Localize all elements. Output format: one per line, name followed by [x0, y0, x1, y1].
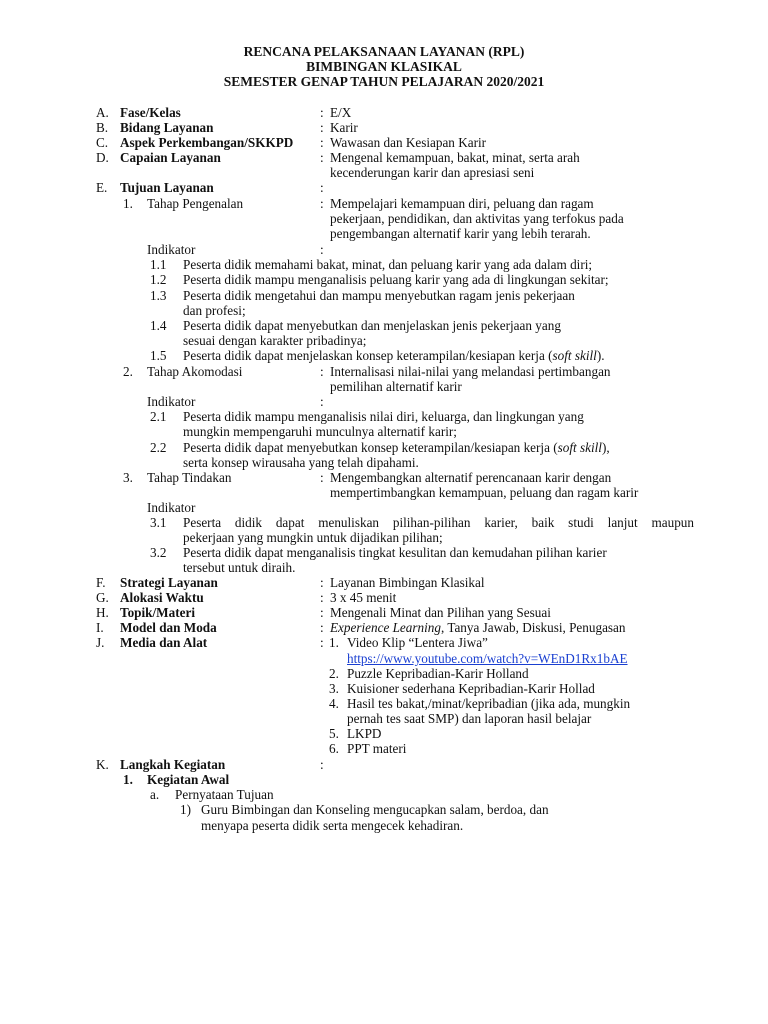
- colon: :: [320, 242, 324, 257]
- media-number: 6.: [329, 741, 339, 756]
- media-text: Kuisioner sederhana Kepribadian-Karir Hollad: [347, 681, 595, 696]
- section-label-media-alat: Media dan Alat: [120, 635, 208, 650]
- indicator-text: Peserta didik mampu menganalisis nilai diri, keluarga, dan lingkungan yang: [183, 409, 584, 424]
- value-topik-materi: Mengenali Minat dan Pilihan yang Sesuai: [330, 605, 551, 620]
- indicator-text: Peserta didik mengetahui dan mampu menyebutkan ragam jenis pekerjaan: [183, 288, 575, 303]
- indikator-label: Indikator: [147, 242, 196, 257]
- doc-title-line-2: BIMBINGAN KLASIKAL: [306, 59, 462, 74]
- section-letter-e: E.: [96, 180, 108, 195]
- tahap-number: 3.: [123, 470, 133, 485]
- indicator-text: Peserta didik dapat menyebutkan konsep keterampilan/kesiapan kerja (soft skill),: [183, 440, 610, 455]
- section-label-tujuan-layanan: Tujuan Layanan: [120, 180, 214, 195]
- indicator-text: pekerjaan yang mungkin untuk dijadikan pilihan;: [183, 530, 443, 545]
- pernyataan-tujuan-label: Pernyataan Tujuan: [175, 787, 274, 802]
- soft-skill-term: soft skill: [557, 440, 602, 455]
- section-letter-d: D.: [96, 150, 109, 165]
- section-label-capaian-layanan: Capaian Layanan: [120, 150, 221, 165]
- doc-title-line-3: SEMESTER GENAP TAHUN PELAJARAN 2020/2021: [223, 74, 545, 89]
- section-label-strategi-layanan: Strategi Layanan: [120, 575, 218, 590]
- section-label-aspek-perkembangan: Aspek Perkembangan/SKKPD: [120, 135, 294, 150]
- tahap-name: Tahap Pengenalan: [147, 196, 244, 211]
- tahap-desc-line: pekerjaan, pendidikan, dan aktivitas yang terfokus pada: [330, 211, 624, 226]
- section-letter-f: F.: [96, 575, 106, 590]
- colon: :: [320, 394, 324, 409]
- section-letter-i: I.: [96, 620, 104, 635]
- colon: :: [320, 605, 324, 620]
- indicator-text: Peserta didik dapat menyebutkan dan menjelaskan jenis pekerjaan yang: [183, 318, 561, 333]
- indicator-number: 3.1: [150, 515, 167, 530]
- media-number: 2.: [329, 666, 339, 681]
- indicator-text: dan profesi;: [183, 303, 246, 318]
- colon: :: [320, 757, 324, 772]
- youtube-link[interactable]: https://www.youtube.com/watch?v=WEnD1Rx1bAE: [347, 651, 628, 666]
- section-label-topik-materi: Topik/Materi: [120, 605, 195, 620]
- tahap-desc-line: Internalisasi nilai-nilai yang melandasi pertimbangan: [330, 364, 611, 379]
- colon: :: [320, 364, 324, 379]
- indicator-number: 1.2: [150, 272, 167, 287]
- media-text: Video Klip “Lentera Jiwa”: [347, 635, 488, 650]
- section-letter-a: A.: [96, 105, 109, 120]
- value-capaian-line-1: Mengenal kemampuan, bakat, minat, serta arah: [330, 150, 580, 165]
- media-number: 3.: [329, 681, 339, 696]
- tahap-desc-line: mempertimbangkan kemampuan, peluang dan ragam karir: [330, 485, 639, 500]
- value-capaian-line-2: kecenderungan karir dan apresiasi seni: [330, 165, 535, 180]
- colon: :: [320, 470, 324, 485]
- colon: :: [320, 135, 324, 150]
- colon: :: [320, 575, 324, 590]
- tahap-desc-line: Mempelajari kemampuan diri, peluang dan ragam: [330, 196, 594, 211]
- section-letter-g: G.: [96, 590, 109, 605]
- tahap-name: Tahap Tindakan: [147, 470, 232, 485]
- indicator-number: 2.1: [150, 409, 167, 424]
- media-text: pernah tes saat SMP) dan laporan hasil belajar: [347, 711, 592, 726]
- indicator-text: Peserta didik memahami bakat, minat, dan peluang karir yang ada dalam diri;: [183, 257, 593, 272]
- section-label-model-moda: Model dan Moda: [120, 620, 217, 635]
- indicator-text: mungkin mempengaruhi munculnya alternatif karir;: [183, 424, 457, 439]
- doc-title-line-1: RENCANA PELAKSANAAN LAYANAN (RPL): [243, 44, 525, 59]
- indicator-text: tersebut untuk diraih.: [183, 560, 296, 575]
- media-number: 4.: [329, 696, 339, 711]
- value-aspek-perkembangan: Wawasan dan Kesiapan Karir: [330, 135, 487, 150]
- indicator-number: 3.2: [150, 545, 167, 560]
- section-label-alokasi-waktu: Alokasi Waktu: [120, 590, 204, 605]
- kegiatan-number: 1.: [123, 772, 133, 787]
- indicator-number: 1.5: [150, 348, 167, 363]
- tahap-desc-line: Mengembangkan alternatif perencanaan karir dengan: [330, 470, 612, 485]
- soft-skill-term: soft skill: [552, 348, 597, 363]
- indicator-text: Peserta didik dapat menuliskan pilihan-pilihan karier, baik studi lanjut maupun: [183, 515, 694, 530]
- colon: :: [320, 105, 324, 120]
- indikator-label: Indikator: [147, 500, 196, 515]
- value-bidang-layanan: Karir: [330, 120, 358, 135]
- colon: :: [320, 180, 324, 195]
- tahap-number: 2.: [123, 364, 133, 379]
- colon: :: [320, 196, 324, 211]
- section-letter-c: C.: [96, 135, 109, 150]
- section-label-langkah-kegiatan: Langkah Kegiatan: [120, 757, 226, 772]
- section-letter-k: K.: [96, 757, 109, 772]
- media-text: LKPD: [347, 726, 382, 741]
- section-label-fase-kelas: Fase/Kelas: [120, 105, 181, 120]
- indicator-number: 2.2: [150, 440, 167, 455]
- value-alokasi-waktu: 3 x 45 menit: [330, 590, 397, 605]
- section-letter-j: J.: [96, 635, 105, 650]
- section-letter-h: H.: [96, 605, 109, 620]
- value-fase-kelas: E/X: [330, 105, 352, 120]
- indicator-number: 1.1: [150, 257, 167, 272]
- colon: :: [320, 635, 324, 650]
- sub-item-letter: a.: [150, 787, 160, 802]
- tahap-name: Tahap Akomodasi: [147, 364, 243, 379]
- indikator-label: Indikator: [147, 394, 196, 409]
- kegiatan-awal-label: Kegiatan Awal: [147, 772, 230, 787]
- media-text: Puzzle Kepribadian-Karir Holland: [347, 666, 529, 681]
- indicator-number: 1.3: [150, 288, 167, 303]
- indicator-number: 1.4: [150, 318, 167, 333]
- section-letter-b: B.: [96, 120, 109, 135]
- colon: :: [320, 120, 324, 135]
- colon: :: [320, 620, 324, 635]
- section-label-bidang-layanan: Bidang Layanan: [120, 120, 214, 135]
- media-text: Hasil tes bakat,/minat/kepribadian (jika ada, mungkin: [347, 696, 631, 711]
- value-strategi-layanan: Layanan Bimbingan Klasikal: [330, 575, 485, 590]
- colon: :: [320, 150, 324, 165]
- indicator-text: Peserta didik dapat menjelaskan konsep keterampilan/kesiapan kerja (soft skill).: [183, 348, 605, 363]
- media-number: 1.: [329, 635, 339, 650]
- step-text: menyapa peserta didik serta mengecek kehadiran.: [201, 818, 464, 833]
- indicator-text: Peserta didik dapat menganalisis tingkat kesulitan dan kemudahan pilihan karier: [183, 545, 607, 560]
- media-number: 5.: [329, 726, 339, 741]
- step-text: Guru Bimbingan dan Konseling mengucapkan salam, berdoa, dan: [201, 802, 549, 817]
- value-model-moda: Experience Learning, Tanya Jawab, Diskusi, Penugasan: [330, 620, 626, 635]
- tahap-desc-line: pengembangan alternatif karir yang lebih terarah.: [330, 226, 591, 241]
- tahap-number: 1.: [123, 196, 133, 211]
- step-number: 1): [180, 802, 191, 817]
- media-text: PPT materi: [347, 741, 407, 756]
- indicator-text: Peserta didik mampu menganalisis peluang karir yang ada di lingkungan sekitar;: [183, 272, 609, 287]
- indicator-text: sesuai dengan karakter pribadinya;: [183, 333, 367, 348]
- colon: :: [320, 590, 324, 605]
- indicator-text: serta konsep wirausaha yang telah dipahami.: [183, 455, 419, 470]
- tahap-desc-line: pemilihan alternatif karir: [330, 379, 462, 394]
